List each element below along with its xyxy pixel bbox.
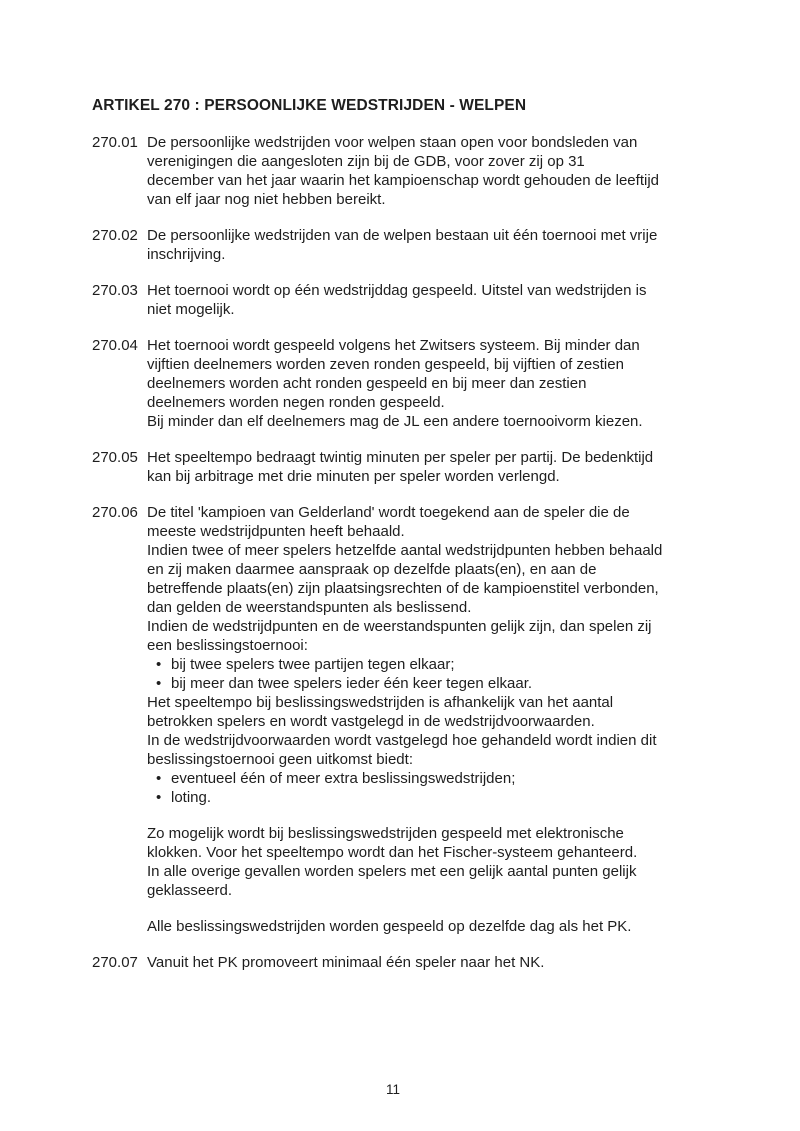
text-line: betreffende plaats(en) zijn plaatsingsrechten of de kampioenstitel verbonden, — [147, 580, 659, 597]
paragraph-block — [147, 953, 712, 972]
item-body — [147, 336, 712, 431]
text-line: deelnemers worden acht ronden gespeeld en bij meer dan zestien — [147, 375, 587, 392]
text-line: meeste wedstrijdpunten heeft behaald. — [147, 523, 405, 540]
item-number: 270.06 — [92, 504, 138, 521]
text-line: en zij maken daarmee aanspraak op dezelfde plaats(en), en aan de — [147, 561, 597, 578]
text-line: Vanuit het PK promoveert minimaal één speler naar het NK. — [147, 954, 545, 971]
paragraph-block — [147, 693, 712, 769]
text-line: kan bij arbitrage met drie minuten per speler worden verlengd. — [147, 468, 560, 485]
text-line: Bij minder dan elf deelnemers mag de JL een andere toernooivorm kiezen. — [147, 413, 643, 430]
text-line: De persoonlijke wedstrijden voor welpen staan open voor bondsleden van — [147, 134, 638, 151]
paragraph-block — [147, 503, 712, 655]
item-body — [147, 953, 712, 972]
paragraph-block — [147, 281, 712, 319]
item-number: 270.05 — [92, 449, 138, 466]
text-line: Het toernooi wordt gespeeld volgens het Zwitsers systeem. Bij minder dan — [147, 337, 640, 354]
item-body — [147, 448, 712, 486]
bullet-list — [147, 769, 712, 807]
article-item — [92, 953, 712, 972]
text-line: Het toernooi wordt op één wedstrijddag gespeeld. Uitstel van wedstrijden is — [147, 282, 647, 299]
article-item — [92, 281, 712, 319]
paragraph-block — [147, 336, 712, 431]
text-line: De titel 'kampioen van Gelderland' wordt toegekend aan de speler die de — [147, 504, 630, 521]
bullet-item: • eventueel één of meer extra beslissingswedstrijden; — [147, 769, 712, 788]
article-item — [92, 336, 712, 431]
article-heading: ARTIKEL 270 : PERSOONLIJKE WEDSTRIJDEN - WELPEN — [92, 97, 527, 114]
text-line: inschrijving. — [147, 246, 226, 263]
item-number: 270.07 — [92, 954, 138, 971]
blank-gap — [147, 900, 712, 917]
bullet-item: • bij twee spelers twee partijen tegen elkaar; — [147, 655, 712, 674]
paragraph-block — [147, 917, 712, 936]
text-line: betrokken spelers en wordt vastgelegd in de wedstrijdvoorwaarden. — [147, 713, 595, 730]
paragraph-block — [147, 448, 712, 486]
article-item — [92, 226, 712, 264]
article-item — [92, 133, 712, 209]
text-line: Zo mogelijk wordt bij beslissingswedstrijden gespeeld met elektronische — [147, 825, 624, 842]
text-line: Indien de wedstrijdpunten en de weerstandspunten gelijk zijn, dan spelen zij — [147, 618, 652, 635]
blank-gap — [147, 807, 712, 824]
text-line: In alle overige gevallen worden spelers met een gelijk aantal punten gelijk — [147, 863, 637, 880]
text-line: De persoonlijke wedstrijden van de welpen bestaan uit één toernooi met vrije — [147, 227, 658, 244]
paragraph-block — [147, 133, 712, 209]
text-line: verenigingen die aangesloten zijn bij de GDB, voor zover zij op 31 — [147, 153, 585, 170]
article-item — [92, 503, 712, 936]
text-line: geklasseerd. — [147, 882, 233, 899]
text-line: vijftien deelnemers worden zeven ronden gespeeld, bij vijftien of zestien — [147, 356, 624, 373]
text-line: klokken. Voor het speeltempo wordt dan het Fischer-systeem gehanteerd. — [147, 844, 638, 861]
text-line: december van het jaar waarin het kampioenschap wordt gehouden de leeftijd — [147, 172, 659, 189]
item-number: 270.02 — [92, 227, 138, 244]
text-line: Alle beslissingswedstrijden worden gespeeld op dezelfde dag als het PK. — [147, 918, 632, 935]
page-number: 11 — [385, 1082, 400, 1097]
item-number: 270.04 — [92, 337, 138, 354]
text-line: beslissingstoernooi geen uitkomst biedt: — [147, 751, 413, 768]
text-line: Het speeltempo bij beslissingswedstrijden is afhankelijk van het aantal — [147, 694, 614, 711]
text-line: deelnemers worden negen ronden gespeeld. — [147, 394, 445, 411]
article-items — [92, 133, 712, 972]
item-number: 270.01 — [92, 134, 138, 151]
article-item — [92, 448, 712, 486]
bullet-item: • bij meer dan twee spelers ieder één keer tegen elkaar. — [147, 674, 712, 693]
paragraph-block — [147, 824, 712, 900]
item-number: 270.03 — [92, 282, 138, 299]
text-line: In de wedstrijdvoorwaarden wordt vastgelegd hoe gehandeld wordt indien dit — [147, 732, 657, 749]
item-body — [147, 281, 712, 319]
text-line: een beslissingstoernooi: — [147, 637, 308, 654]
article-content — [92, 96, 712, 972]
item-body — [147, 226, 712, 264]
bullet-item: • loting. — [147, 788, 712, 807]
paragraph-block — [147, 226, 712, 264]
item-body — [147, 133, 712, 209]
text-line: dan gelden de weerstandspunten als beslissend. — [147, 599, 472, 616]
text-line: Het speeltempo bedraagt twintig minuten per speler per partij. De bedenktijd — [147, 449, 654, 466]
item-body — [147, 503, 712, 936]
text-line: van elf jaar nog niet hebben bereikt. — [147, 191, 386, 208]
text-line: niet mogelijk. — [147, 301, 235, 318]
text-line: Indien twee of meer spelers hetzelfde aantal wedstrijdpunten hebben behaald — [147, 542, 663, 559]
bullet-list — [147, 655, 712, 693]
